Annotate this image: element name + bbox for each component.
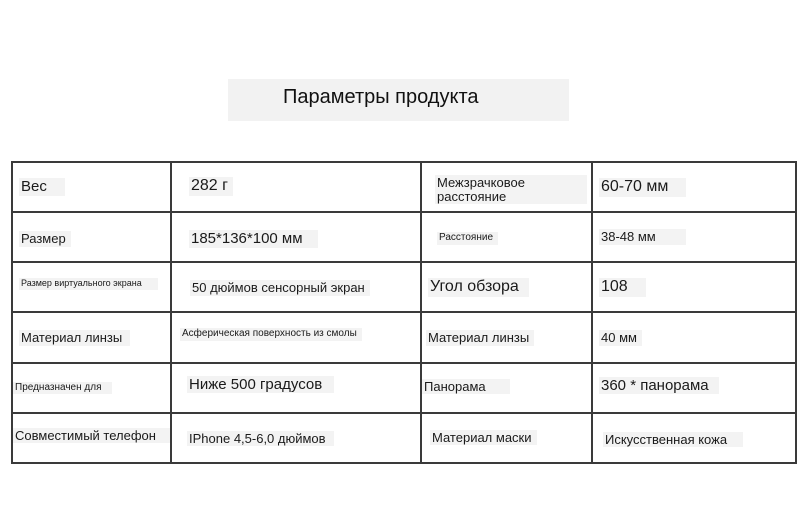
spec-value-cell xyxy=(171,162,421,212)
spec-label-cell xyxy=(12,312,171,362)
spec-value: 282 г xyxy=(189,177,233,196)
spec-label: Размер xyxy=(19,231,71,247)
spec-value-cell xyxy=(592,363,796,413)
spec-value: 50 дюймов сенсорный экран xyxy=(190,280,370,296)
spec-value: 360 * панорама xyxy=(599,377,719,395)
spec-label: Угол обзора xyxy=(428,278,529,297)
spec-value: 40 мм xyxy=(599,330,642,346)
table-row xyxy=(12,363,796,413)
spec-label: Вес xyxy=(19,178,65,196)
spec-value: 185*136*100 мм xyxy=(189,230,318,248)
spec-value: 108 xyxy=(599,278,646,297)
spec-label-cell xyxy=(421,212,592,262)
spec-label-cell xyxy=(12,162,171,212)
spec-value-cell xyxy=(592,413,796,463)
spec-label-cell xyxy=(421,262,592,312)
table-row xyxy=(12,212,796,262)
spec-value: Асферическая поверхность из смолы xyxy=(180,328,362,341)
spec-label: Материал маски xyxy=(430,430,537,446)
spec-value-cell xyxy=(592,312,796,362)
spec-value: IPhone 4,5-6,0 дюймов xyxy=(187,431,334,447)
table-row xyxy=(12,262,796,312)
spec-label-cell xyxy=(12,363,171,413)
spec-label-cell xyxy=(421,162,592,212)
spec-value-cell xyxy=(171,413,421,463)
spec-label: Материал линзы xyxy=(19,330,130,346)
page-title: Параметры продукта xyxy=(283,86,479,108)
spec-label: Предназначен для xyxy=(13,382,112,395)
table-row xyxy=(12,162,796,212)
spec-label-cell xyxy=(421,413,592,463)
spec-value: 60-70 мм xyxy=(599,178,686,197)
spec-label: Межзрачковое расстояние xyxy=(435,175,587,204)
spec-value-cell xyxy=(171,363,421,413)
spec-label: Совместимый телефон xyxy=(13,428,170,444)
spec-value-cell xyxy=(592,212,796,262)
spec-label-cell xyxy=(12,212,171,262)
spec-value: Ниже 500 градусов xyxy=(187,376,334,394)
table-row xyxy=(12,413,796,463)
spec-value: 38-48 мм xyxy=(599,229,686,245)
table-row xyxy=(12,312,796,362)
spec-table xyxy=(11,161,797,464)
spec-label-cell xyxy=(421,312,592,362)
spec-label: Размер виртуального экрана xyxy=(19,278,158,289)
spec-label: Расстояние xyxy=(437,232,498,245)
spec-value-cell xyxy=(592,162,796,212)
spec-label: Панорама xyxy=(422,379,510,395)
spec-label-cell xyxy=(12,413,171,463)
spec-value-cell xyxy=(171,262,421,312)
spec-label-cell xyxy=(12,262,171,312)
spec-value-cell xyxy=(171,312,421,362)
spec-label: Материал линзы xyxy=(426,330,534,346)
spec-value: Искусственная кожа xyxy=(603,432,743,448)
spec-value-cell xyxy=(171,212,421,262)
spec-value-cell xyxy=(592,262,796,312)
spec-label-cell xyxy=(421,363,592,413)
